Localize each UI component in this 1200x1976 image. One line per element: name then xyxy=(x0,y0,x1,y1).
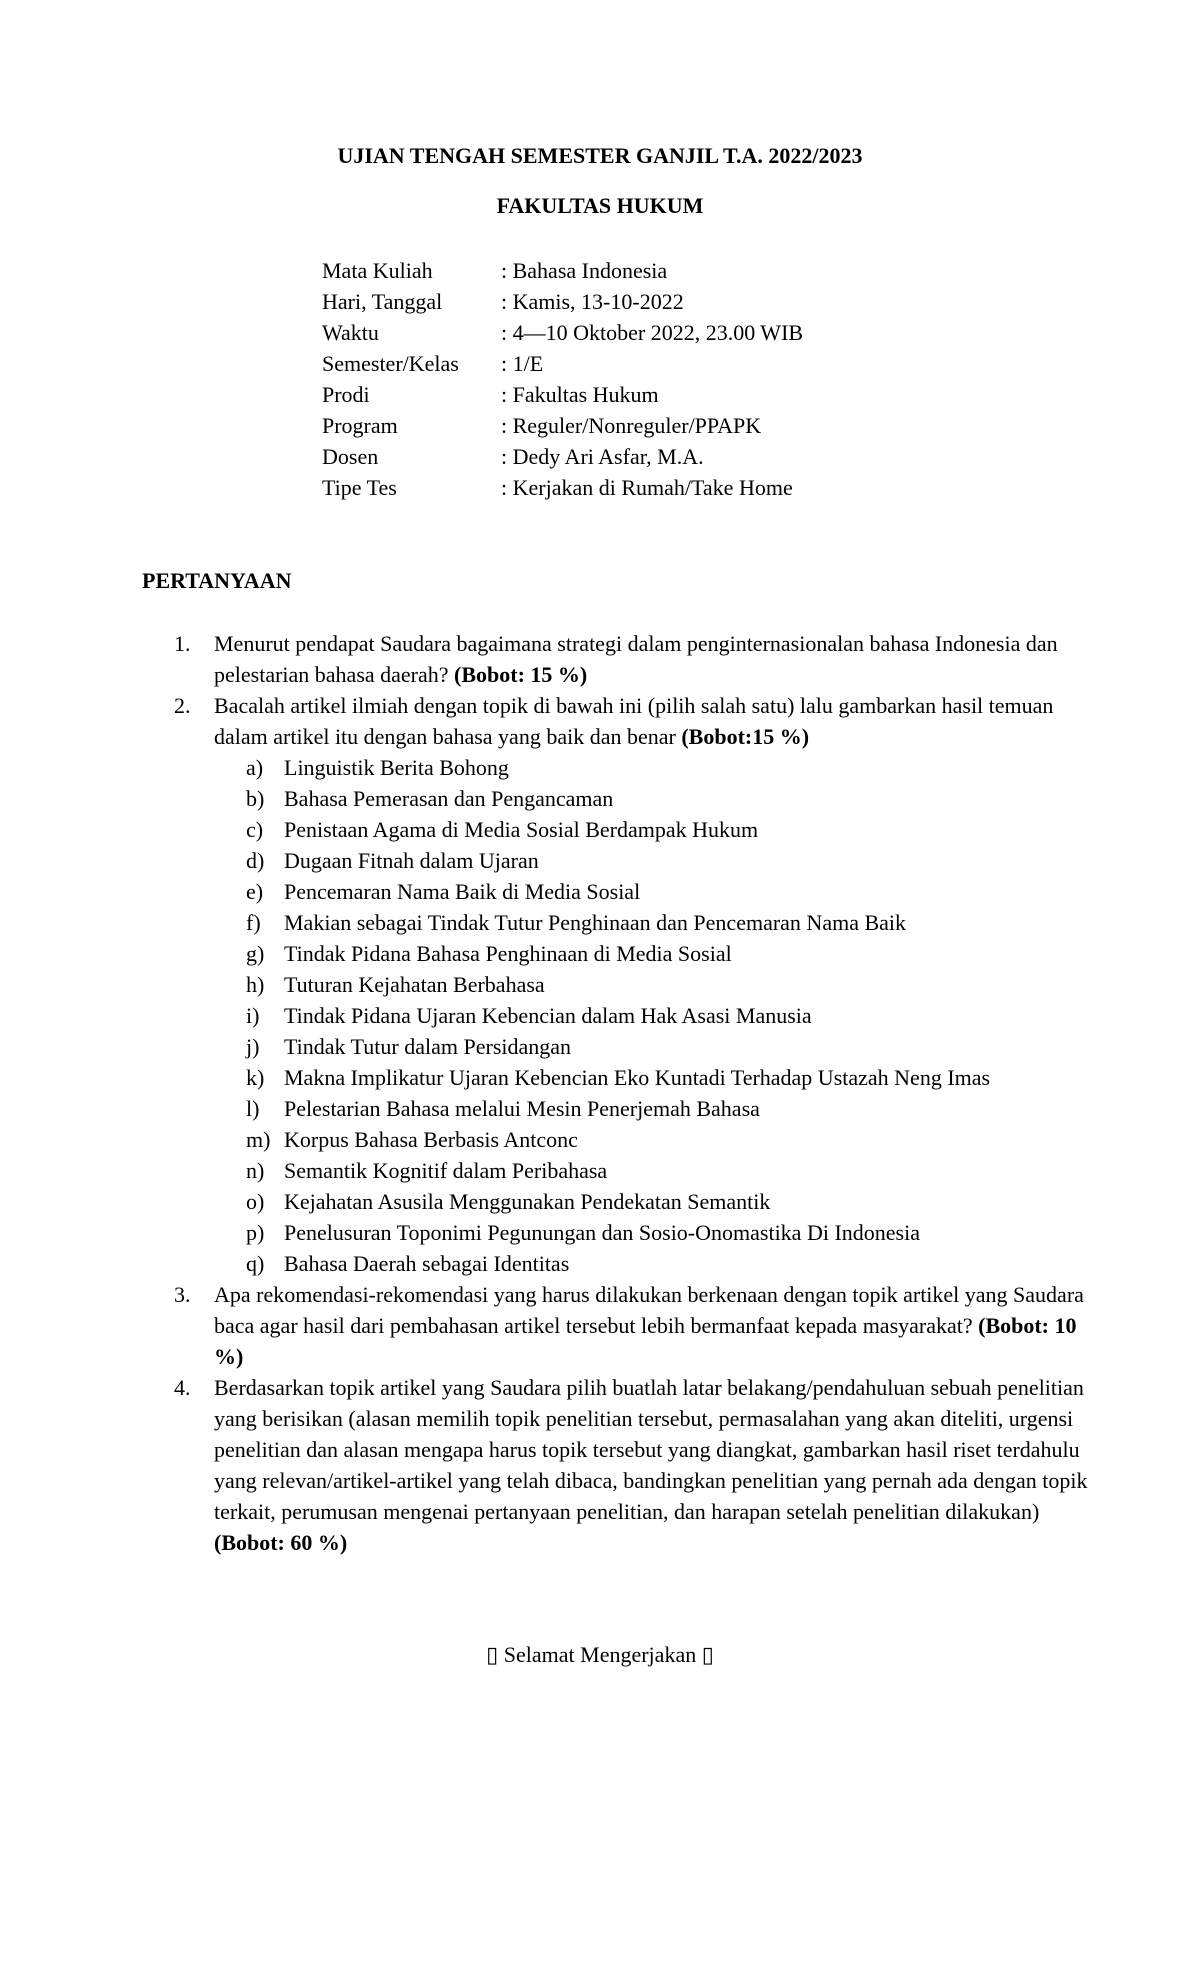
list-item xyxy=(214,876,1102,907)
list-item-letter: n) xyxy=(246,1158,265,1183)
list-item-text: Makna Implikatur Ujaran Kebencian Eko Kuntadi Terhadap Ustazah Neng Imas xyxy=(284,1065,991,1090)
info-value: : Kerjakan di Rumah/Take Home xyxy=(501,475,793,500)
question-list xyxy=(142,628,1102,1558)
list-item-text: Pencemaran Nama Baik di Media Sosial xyxy=(284,879,641,904)
list-item-text: Dugaan Fitnah dalam Ujaran xyxy=(284,848,539,873)
exam-title: UJIAN TENGAH SEMESTER GANJIL T.A. 2022/2023 xyxy=(337,143,863,168)
list-item-letter: e) xyxy=(246,879,264,904)
list-item-text: Semantik Kognitif dalam Peribahasa xyxy=(284,1158,608,1183)
info-row-program xyxy=(322,410,803,441)
info-label: Dosen xyxy=(322,444,379,469)
list-item xyxy=(214,752,1102,783)
list-item xyxy=(214,1093,1102,1124)
info-row-semester xyxy=(322,348,803,379)
list-item-letter: j) xyxy=(246,1034,260,1059)
info-row-course xyxy=(322,255,803,286)
question-weight: (Bobot: 15 %) xyxy=(454,662,588,687)
list-item xyxy=(214,969,1102,1000)
list-item-letter: b) xyxy=(246,786,265,811)
info-value: : Dedy Ari Asfar, M.A. xyxy=(501,444,704,469)
info-value: : Reguler/Nonreguler/PPAPK xyxy=(501,413,762,438)
list-item-text: Bahasa Pemerasan dan Pengancaman xyxy=(284,786,614,811)
question-number: 1. xyxy=(174,631,191,656)
info-value: : Fakultas Hukum xyxy=(501,382,659,407)
question-text: Bacalah artikel ilmiah dengan topik di bawah ini (pilih salah satu) lalu gambarkan hasil temuan dalam artikel itu dengan bahasa yang baik dan benar xyxy=(214,693,1054,749)
list-item-text: Penistaan Agama di Media Sosial Berdampak Hukum xyxy=(284,817,759,842)
info-value: : 1/E xyxy=(501,351,544,376)
question-1 xyxy=(142,628,1102,690)
question-2 xyxy=(142,690,1102,752)
list-item-text: Bahasa Daerah sebagai Identitas xyxy=(284,1251,570,1276)
question-weight: (Bobot: 10 %) xyxy=(214,1313,1077,1369)
list-item-text: Pelestarian Bahasa melalui Mesin Penerjemah Bahasa xyxy=(284,1096,760,1121)
info-label: Mata Kuliah xyxy=(322,258,433,283)
section-title: PERTANYAAN xyxy=(142,568,292,593)
info-label: Hari, Tanggal xyxy=(322,289,443,314)
question-number: 3. xyxy=(174,1282,191,1307)
info-label: Program xyxy=(322,413,398,438)
question-number: 2. xyxy=(174,693,191,718)
info-value: : Kamis, 13-10-2022 xyxy=(501,289,684,314)
exam-info-table xyxy=(322,255,803,503)
list-item xyxy=(214,907,1102,938)
info-value: : Bahasa Indonesia xyxy=(501,258,668,283)
faculty-title: FAKULTAS HUKUM xyxy=(496,193,704,218)
list-item xyxy=(214,1186,1102,1217)
list-item-text: Linguistik Berita Bohong xyxy=(284,755,509,780)
question-text: Berdasarkan topik artikel yang Saudara pilih buatlah latar belakang/pendahuluan sebuah penelitian yang berisikan (alasan memilih topik penelitian tersebut, permasalahan yang akan diteliti, urgensi penelitian dan alasan mengapa harus topik tersebut yang diangkat, gambarkan hasil riset terdahulu yang relevan/artikel-artikel yang telah dibaca, bandingkan penelitian yang pernah ada dengan topik terkait, perumusan mengenai pertanyaan penelitian, dan harapan setelah penelitian dilakukan) xyxy=(214,1375,1088,1524)
question-weight: (Bobot: 60 %) xyxy=(214,1530,348,1555)
info-row-date xyxy=(322,286,803,317)
list-item-letter: i) xyxy=(246,1003,260,1028)
list-item-letter: p) xyxy=(246,1220,265,1245)
list-item-letter: a) xyxy=(246,755,264,780)
info-value: : 4—10 Oktober 2022, 23.00 WIB xyxy=(501,320,804,345)
info-label: Prodi xyxy=(322,382,370,407)
list-item-text: Tindak Pidana Bahasa Penghinaan di Media Sosial xyxy=(284,941,732,966)
question-weight: (Bobot:15 %) xyxy=(681,724,810,749)
list-item-letter: d) xyxy=(246,848,265,873)
list-item-letter: m) xyxy=(246,1127,271,1152)
closing-message: ▯ Selamat Mengerjakan ▯ xyxy=(486,1642,714,1667)
info-row-time xyxy=(322,317,803,348)
list-item-text: Tuturan Kejahatan Berbahasa xyxy=(284,972,545,997)
list-item-letter: o) xyxy=(246,1189,265,1214)
list-item xyxy=(214,1000,1102,1031)
list-item xyxy=(214,1031,1102,1062)
list-item xyxy=(214,845,1102,876)
info-row-prodi xyxy=(322,379,803,410)
info-row-test-type xyxy=(322,472,803,503)
list-item xyxy=(214,783,1102,814)
list-item xyxy=(214,1124,1102,1155)
info-label: Tipe Tes xyxy=(322,475,397,500)
question-text: Menurut pendapat Saudara bagaimana strategi dalam penginternasionalan bahasa Indonesia dan pelestarian bahasa daerah? xyxy=(214,631,1058,687)
list-item xyxy=(214,1217,1102,1248)
list-item-text: Tindak Tutur dalam Persidangan xyxy=(284,1034,572,1059)
question-3 xyxy=(142,1279,1102,1372)
list-item-letter: k) xyxy=(246,1065,265,1090)
list-item-letter: q) xyxy=(246,1251,265,1276)
list-item xyxy=(214,938,1102,969)
info-label: Waktu xyxy=(322,320,379,345)
info-row-lecturer xyxy=(322,441,803,472)
list-item-text: Korpus Bahasa Berbasis Antconc xyxy=(284,1127,578,1152)
list-item xyxy=(214,1248,1102,1279)
question-4 xyxy=(142,1372,1102,1558)
list-item-letter: h) xyxy=(246,972,265,997)
list-item-text: Tindak Pidana Ujaran Kebencian dalam Hak Asasi Manusia xyxy=(284,1003,812,1028)
question-text: Apa rekomendasi-rekomendasi yang harus dilakukan berkenaan dengan topik artikel yang Saudara baca agar hasil dari pembahasan artikel tersebut lebih bermanfaat kepada masyarakat? xyxy=(214,1282,1084,1338)
list-item-letter: c) xyxy=(246,817,264,842)
list-item-letter: f) xyxy=(246,910,261,935)
list-item xyxy=(214,1155,1102,1186)
topic-list xyxy=(214,752,1102,1279)
list-item-letter: g) xyxy=(246,941,265,966)
list-item-text: Kejahatan Asusila Menggunakan Pendekatan Semantik xyxy=(284,1189,771,1214)
list-item-text: Makian sebagai Tindak Tutur Penghinaan dan Pencemaran Nama Baik xyxy=(284,910,907,935)
list-item xyxy=(214,814,1102,845)
list-item-text: Penelusuran Toponimi Pegunungan dan Sosio-Onomastika Di Indonesia xyxy=(284,1220,920,1245)
list-item-letter: l) xyxy=(246,1096,260,1121)
info-label: Semester/Kelas xyxy=(322,351,459,376)
list-item xyxy=(214,1062,1102,1093)
question-number: 4. xyxy=(174,1375,191,1400)
